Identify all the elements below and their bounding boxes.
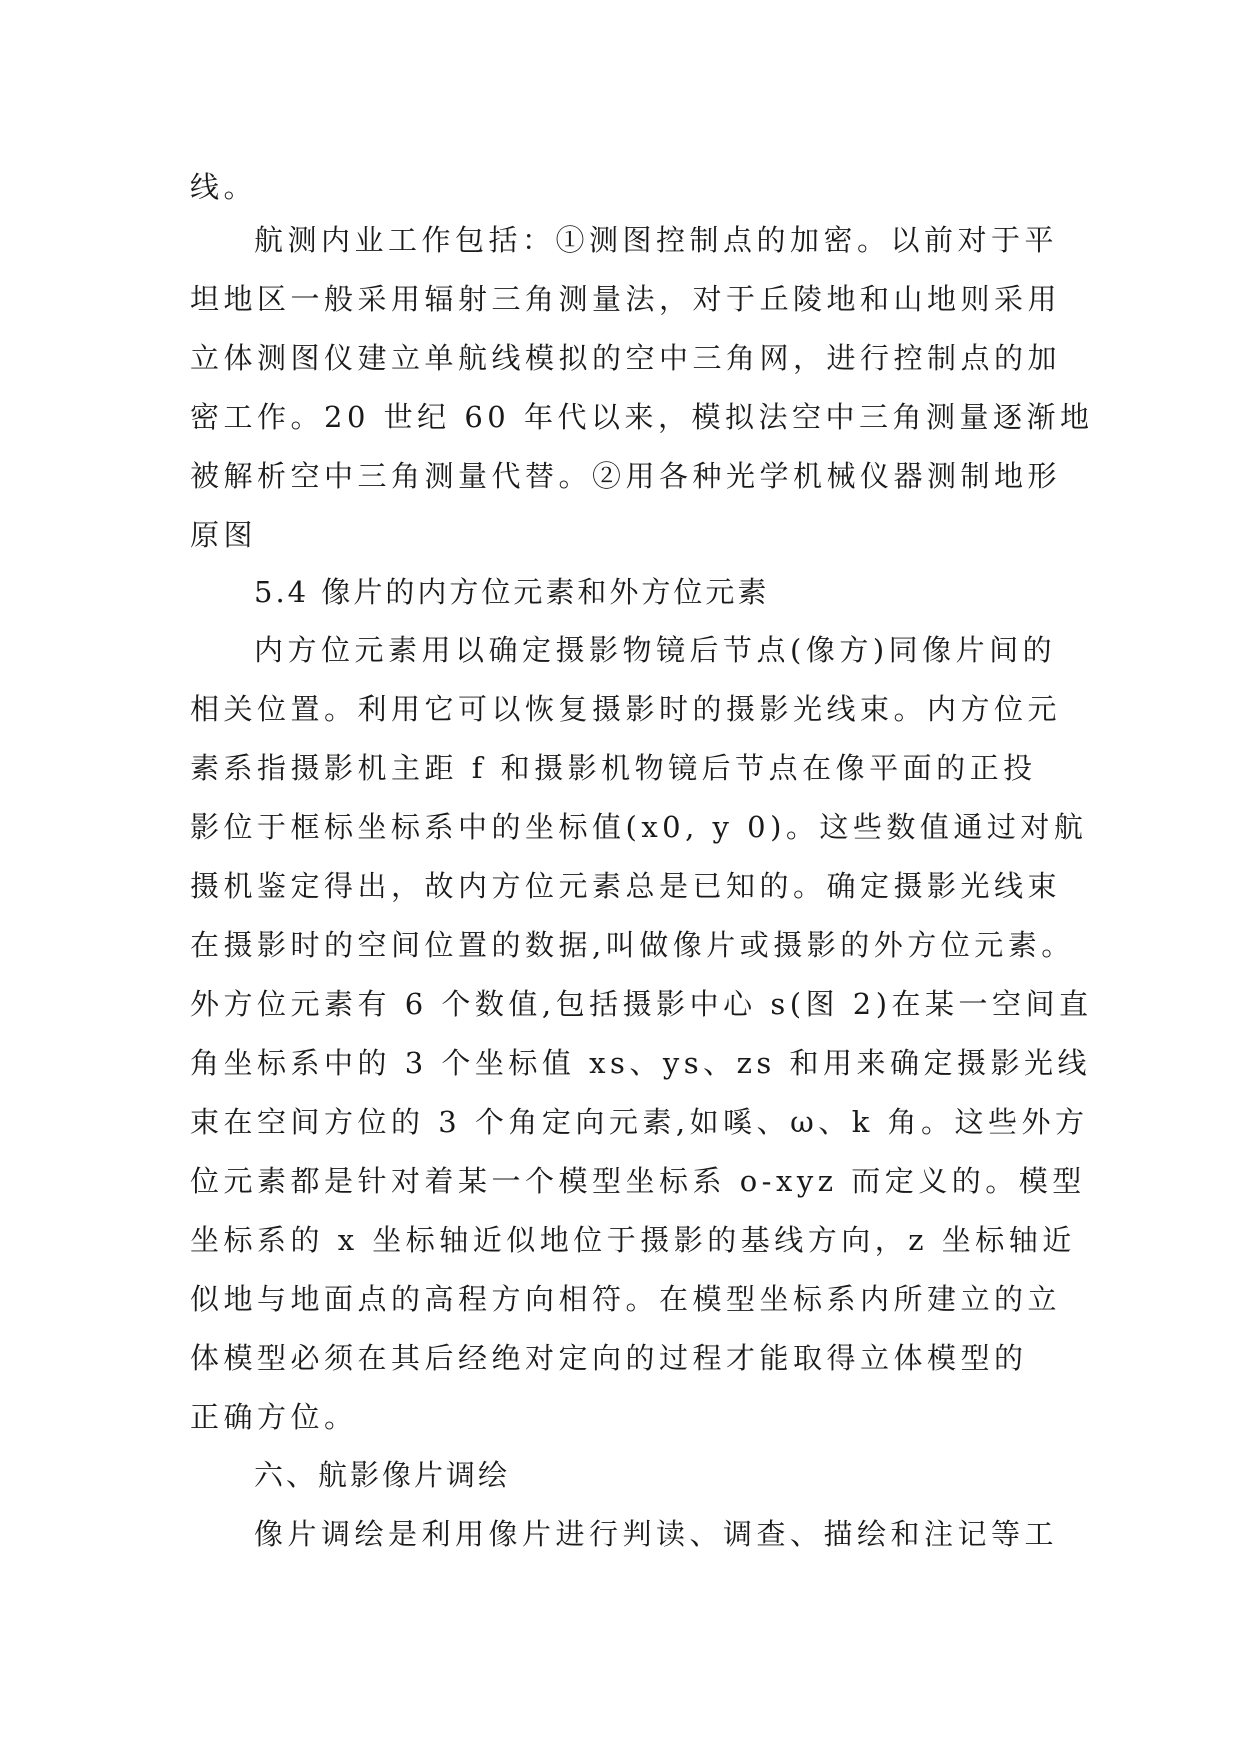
text-line: 被解析空中三角测量代替。②用各种光学机械仪器测制地形 [190,459,1062,493]
section-heading: 5.4 像片的内方位元素和外方位元素 [254,575,770,609]
text-line: 像片调绘是利用像片进行判读、调查、描绘和注记等工 [254,1517,1059,1551]
text-line: 内方位元素用以确定摄影物镜后节点(像方)同像片间的 [254,633,1057,667]
text-line: 航测内业工作包括：①测图控制点的加密。以前对于平 [254,223,1059,257]
text-line: 摄机鉴定得出，故内方位元素总是已知的。确定摄影光线束 [190,869,1062,903]
text-line: 在摄影时的空间位置的数据,叫做像片或摄影的外方位元素。 [190,928,1075,962]
text-line: 线。 [190,170,258,204]
text-line: 坐标系的 x 坐标轴近似地位于摄影的基线方向，z 坐标轴近 [190,1223,1076,1257]
text-line: 素系指摄影机主距 f 和摄影机物镜后节点在像平面的正投 [190,751,1037,785]
text-line: 体模型必须在其后经绝对定向的过程才能取得立体模型的 [190,1341,1028,1375]
text-line: 影位于框标坐标系中的坐标值(x0, y 0)。这些数值通过对航 [190,810,1088,844]
text-line: 角坐标系中的 3 个坐标值 xs、ys、zs 和用来确定摄影光线 [190,1046,1091,1080]
text-line: 坦地区一般采用辐射三角测量法，对于丘陵地和山地则采用 [190,282,1062,316]
text-line: 束在空间方位的 3 个角定向元素,如嗘、ω、k 角。这些外方 [190,1105,1089,1139]
text-line: 相关位置。利用它可以恢复摄影时的摄影光线束。内方位元 [190,692,1062,726]
text-line: 位元素都是针对着某一个模型坐标系 o-xyz 而定义的。模型 [190,1164,1086,1198]
text-line: 外方位元素有 6 个数值,包括摄影中心 s(图 2)在某一空间直 [190,987,1093,1021]
text-line: 密工作。20 世纪 60 年代以来，模拟法空中三角测量逐渐地 [190,400,1094,434]
text-line: 似地与地面点的高程方向相符。在模型坐标系内所建立的立 [190,1282,1062,1316]
text-line: 原图 [190,518,258,552]
text-line: 立体测图仪建立单航线模拟的空中三角网，进行控制点的加 [190,341,1062,375]
text-line: 正确方位。 [190,1400,358,1434]
section-heading: 六、航影像片调绘 [254,1458,511,1492]
